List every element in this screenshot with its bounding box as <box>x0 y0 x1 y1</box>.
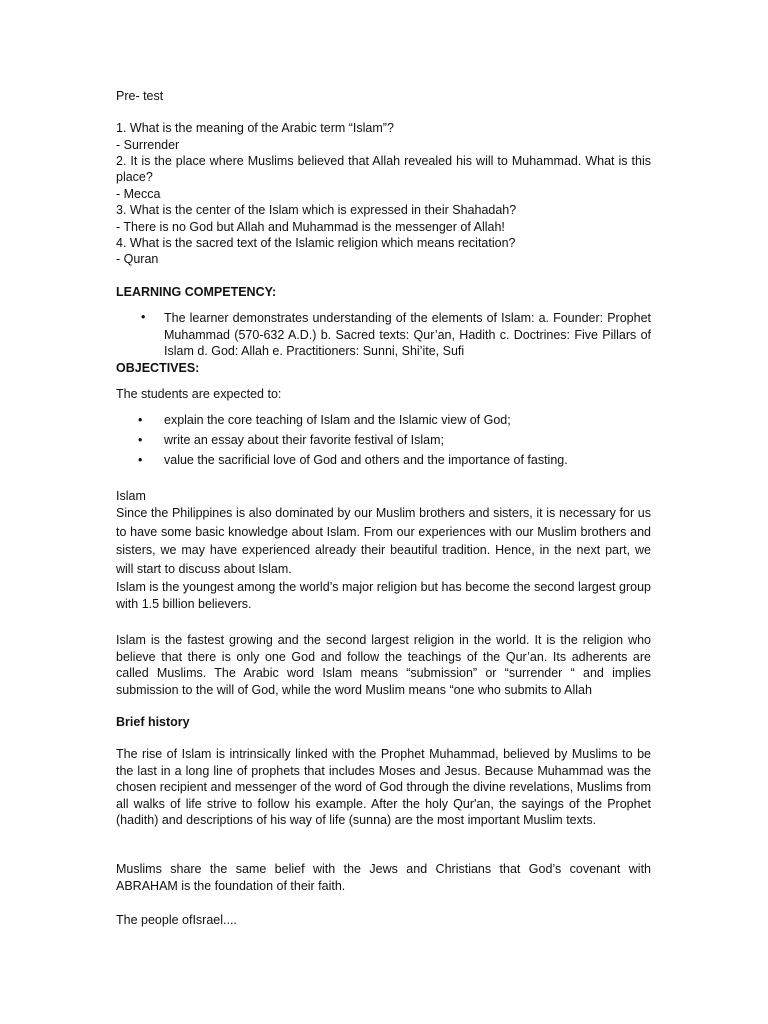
pretest-answer-1: - Surrender <box>116 137 180 152</box>
objective-item: • write an essay about their favorite festival of Islam; <box>116 430 651 450</box>
pretest-title: Pre- test <box>116 89 164 103</box>
history-paragraph-1: The rise of Islam is intrinsically linked with the Prophet Muhammad, believed by Muslims to be the last in a long line of prophets that includes Moses and Jesus. Because Muhammad was the chosen recipient and messenger of the word of God through the divine revelations, Muslims from all walks of life strive to follow his example. After the holy Qur'an, the sayings of the Prophet (hadith) and descriptions of his way of life (sunna) are the most important Muslim texts. <box>116 747 651 828</box>
objectives-heading: OBJECTIVES: <box>116 361 200 375</box>
objectives-list <box>116 410 651 470</box>
pretest-question-1: 1. What is the meaning of the Arabic term “Islam”? <box>116 121 394 136</box>
pretest-answer-2: - Mecca <box>116 187 161 202</box>
competency-list <box>116 310 651 360</box>
islam-paragraph-3-wrap <box>116 632 651 698</box>
islam-section <box>116 488 651 614</box>
islam-paragraph-1: Since the Philippines is also dominated by our Muslim brothers and sisters, it is necessary for us to have some basic knowledge about Islam. From our experiences with our Muslim brothers and sisters, we may have experienced already their beautiful tradition. Hence, in the next part, we will start to discuss about Islam. <box>116 506 651 577</box>
islam-paragraph-2: Islam is the youngest among the world’s major religion but has become the second largest group with 1.5 billion believers. <box>116 579 651 612</box>
objective-item: • explain the core teaching of Islam and the Islamic view of God; <box>116 410 651 430</box>
pretest-section <box>116 88 651 268</box>
history-paragraph-3-wrap <box>116 912 651 928</box>
bullet-icon: • <box>141 310 146 324</box>
pretest-answer-3: - There is no God but Allah and Muhammad is the messenger of Allah! <box>116 219 505 234</box>
pretest-question-2: 2. It is the place where Muslims believed that Allah revealed his will to Muhammad. What is this place? <box>116 153 651 185</box>
history-paragraph-2: Muslims share the same belief with the Jews and Christians that God’s covenant with ABRAHAM is the foundation of their faith. <box>116 862 651 893</box>
competency-heading: LEARNING COMPETENCY: <box>116 285 277 299</box>
pretest-question-3: 3. What is the center of the Islam which is expressed in their Shahadah? <box>116 203 517 218</box>
bullet-icon: • <box>138 433 143 447</box>
islam-heading: Islam <box>116 489 146 503</box>
bullet-icon: • <box>138 413 143 427</box>
history-paragraph-1-wrap <box>116 746 651 829</box>
objectives-intro: The students are expected to: <box>116 387 282 401</box>
bullet-icon: • <box>138 453 143 467</box>
history-paragraph-2-wrap <box>116 861 651 894</box>
pretest-answer-4: - Quran <box>116 252 159 267</box>
pretest-question-4: 4. What is the sacred text of the Islamic religion which means recitation? <box>116 235 516 250</box>
history-paragraph-3: The people ofIsrael.... <box>116 913 237 927</box>
objective-item: • value the sacrificial love of God and others and the importance of fasting. <box>116 450 651 470</box>
history-heading: Brief history <box>116 715 190 729</box>
islam-paragraph-3: Islam is the fastest growing and the second largest religion in the world. It is the religion who believe that there is only one God and follow the teachings of the Qur’an. Its adherents are called Muslims. The Arabic word Islam means “submission” or “surrender “ and implies submission to the will of God, while the word Muslim means “one who submits to Allah <box>116 633 651 697</box>
competency-item: • The learner demonstrates understanding of the elements of Islam: a. Founder: Prophet Muhammad (570-632 A.D.) b. Sacred texts: Qur’an, Hadith c. Doctrines: Five Pillars of Islam d. God: Allah e. Practitioners: Sunni, Shi’ite, Sufi <box>141 310 651 359</box>
